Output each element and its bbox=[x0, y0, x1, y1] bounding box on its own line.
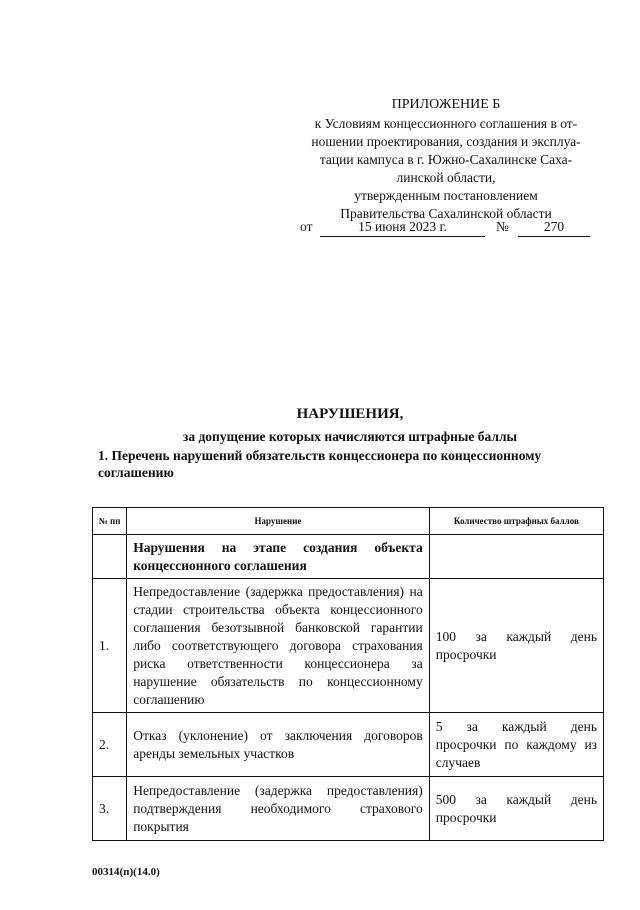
row-violation: Непредоставление (задержка предоставления) подтверждения необходимого страхового покрытия bbox=[127, 777, 430, 841]
row-penalty: 100 за каждый день просрочки bbox=[429, 579, 603, 713]
appendix-line: ношении проектирования, создания и эксплуа- bbox=[311, 134, 581, 149]
appendix-line: к Условиям концессионного соглашения в от- bbox=[314, 116, 578, 131]
stage-num-cell bbox=[93, 535, 127, 579]
table-row bbox=[93, 579, 604, 713]
appendix-title: ПРИЛОЖЕНИЕ Б bbox=[391, 97, 501, 112]
date-prefix: от bbox=[300, 219, 313, 234]
number-prefix: № bbox=[496, 219, 509, 234]
row-number: 3. bbox=[93, 777, 127, 841]
section-title: 1. Перечень нарушений обязательств концессионера по концессионному соглашению bbox=[98, 448, 542, 480]
approval-number: 270 bbox=[518, 219, 590, 237]
appendix-line: Правительства Сахалинской области bbox=[340, 206, 552, 221]
heading-title: НАРУШЕНИЯ, bbox=[296, 406, 404, 422]
violations-table bbox=[92, 507, 604, 841]
row-number: 1. bbox=[93, 579, 127, 713]
appendix-line: утвержденным постановлением bbox=[354, 188, 538, 203]
row-number: 2. bbox=[93, 713, 127, 777]
table-row bbox=[93, 777, 604, 841]
stage-title: Нарушения на этапе создания объекта концессионного соглашения bbox=[127, 535, 430, 579]
stage-penalty-cell bbox=[429, 535, 603, 579]
appendix-block bbox=[296, 96, 596, 223]
header-num: № пп bbox=[93, 508, 127, 535]
row-violation: Непредоставление (задержка предоставления) на стадии строительства объекта концессионного соглашения безотзывной банковской гарантии либо соответствующего договора страхования риска ответственности концессионера за нарушение обязательств по концессионному соглашению bbox=[127, 579, 430, 713]
document-heading bbox=[100, 404, 600, 447]
row-violation: Отказ (уклонение) от заключения договоров аренды земельных участков bbox=[127, 713, 430, 777]
header-violation: Нарушение bbox=[127, 508, 430, 535]
row-penalty: 5 за каждый день просрочки по каждому из случаев bbox=[429, 713, 603, 777]
approval-date: 15 июня 2023 г. bbox=[320, 219, 485, 237]
appendix-line: тации кампуса в г. Южно-Сахалинске Саха- bbox=[319, 152, 573, 167]
heading-subtitle: за допущение которых начисляются штрафные баллы bbox=[182, 429, 518, 444]
approval-date-row bbox=[300, 219, 600, 239]
row-penalty: 500 за каждый день просрочки bbox=[429, 777, 603, 841]
table-header-row bbox=[93, 508, 604, 535]
document-code: 00314(п)(14.0) bbox=[92, 866, 160, 878]
table-row bbox=[93, 713, 604, 777]
header-penalty: Количество штрафных баллов bbox=[429, 508, 603, 535]
appendix-line: линской области, bbox=[396, 170, 496, 185]
stage-row bbox=[93, 535, 604, 579]
